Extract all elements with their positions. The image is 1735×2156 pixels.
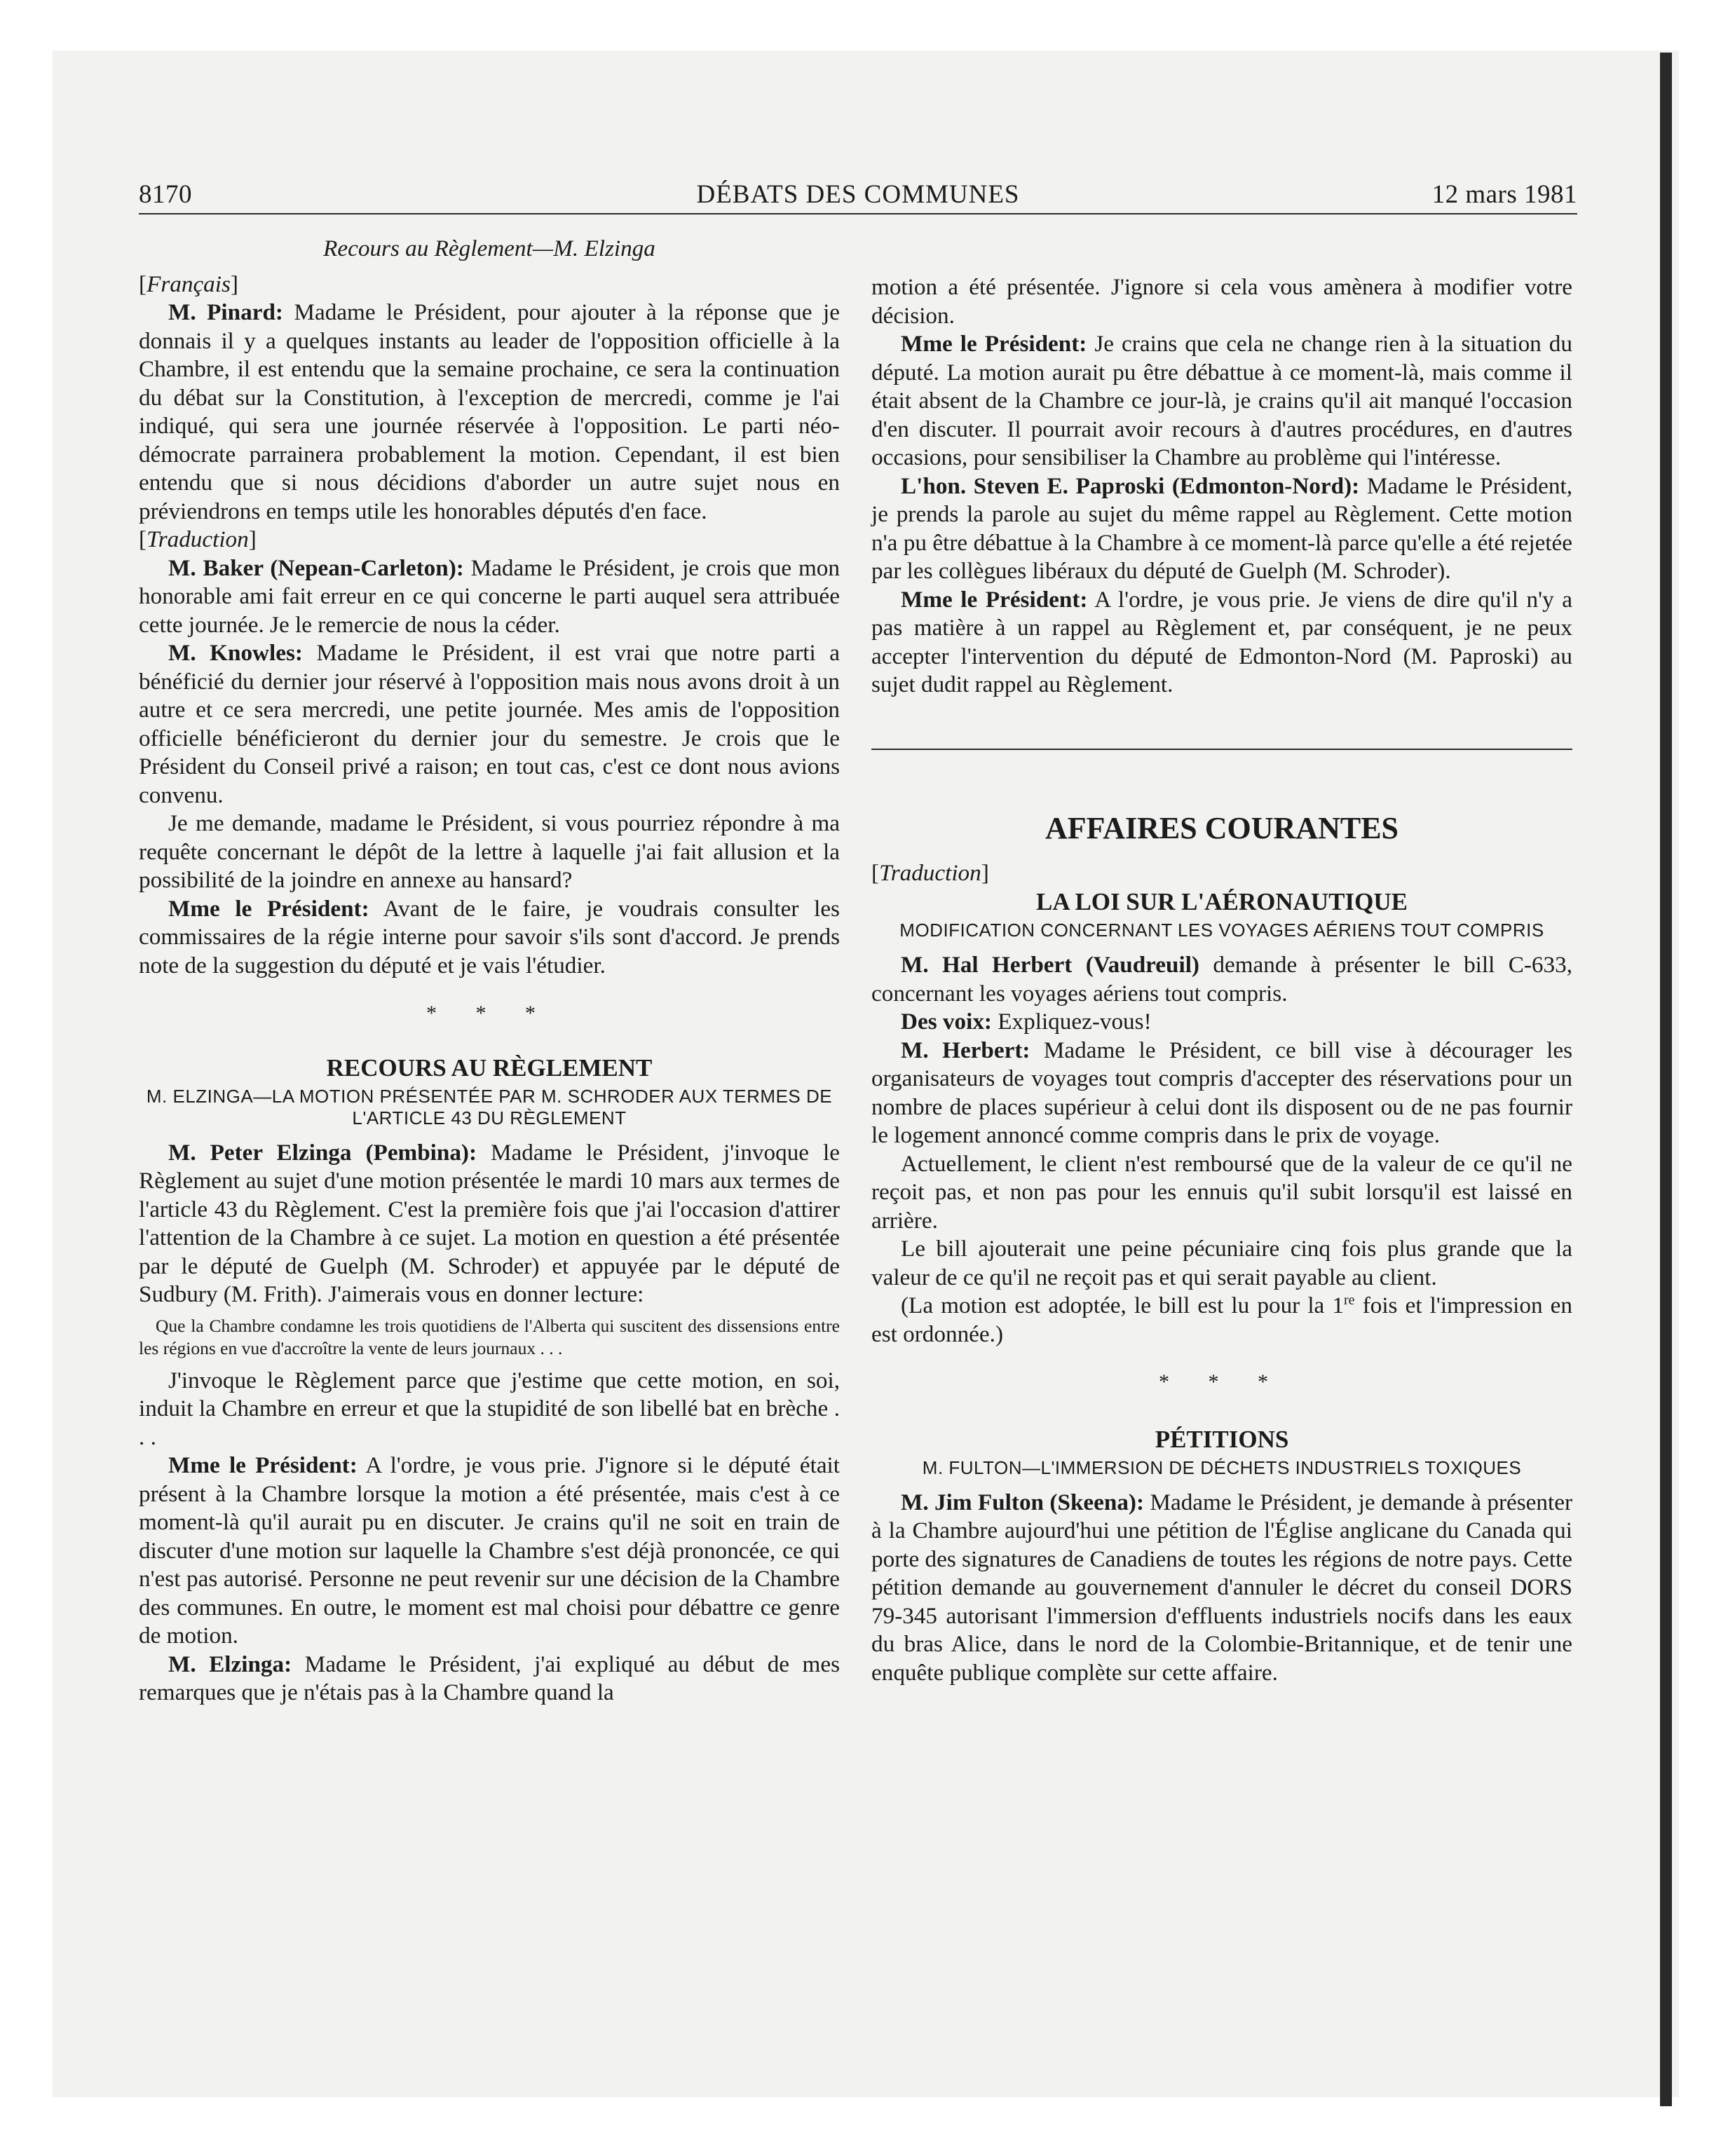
language-marker: [Traduction] [871, 859, 989, 886]
speaker-name: M. Hal Herbert (Vaudreuil) [901, 952, 1199, 978]
section-separator: * * * [426, 1002, 552, 1025]
speech-herbert-continued: Actuellement, le client n'est remboursé que de la valeur de ce qu'il ne reçoit pas, et non pas pour les ennuis qu'il subit lorsqu'il est laissé en arrière. [871, 1150, 1572, 1234]
major-section-heading: AFFAIRES COURANTES [1045, 810, 1399, 845]
speech-elzinga-end: motion a été présentée. J'ignore si cela vous amènera à modifier votre décision. [871, 274, 1572, 329]
speech-speaker: Mme le Président: Je crains que cela ne change rien à la situation du député. La motion aurait pu être débattue à ce moment-là, mais comme il était absent de la Chambre ce jour-là, je crains qu'il ait manqué l'occasion d'en discuter. Il pourrait avoir recours à d'autres procédures, en d'autres occasions, pour sensibiliser la Chambre au problème qui l'intéresse. [871, 331, 1572, 470]
speech-knowles-continued: Je me demande, madame le Président, si vous pourriez répondre à ma requête concernant le dépôt de la lettre à laquelle j'ai fait allusion et la possibilité de la joindre en annexe au hansard? [139, 810, 840, 893]
speaker-name: Mme le Président: [168, 1452, 358, 1478]
subsection-heading: M. FULTON—L'IMMERSION DE DÉCHETS INDUSTRIELS TOXIQUES [922, 1456, 1522, 1478]
speaker-name: M. Pinard: [168, 299, 283, 325]
speech-fulton: M. Jim Fulton (Skeena): Madame le Président, je demande à présenter à la Chambre aujourd'hui une pétition de l'Église anglicane du Canada qui porte des signatures de Canadiens de toutes les régions de notre pays. Cette pétition demande au gouvernement d'annuler le décret du conseil DORS 79-345 autorisant l'immersion d'effluents industriels nocifs dans les eaux du bras Alice, dans le nord de la Colombie-Britannique, et de tenir une enquête publique complète sur cette affaire. [871, 1489, 1572, 1686]
page-number: 8170 [139, 180, 192, 209]
speaker-name: M. Jim Fulton (Skeena): [901, 1489, 1145, 1515]
speaker-name: Mme le Président: [901, 331, 1087, 357]
interjection: Des voix: Expliquez-vous! [901, 1009, 1152, 1035]
speech-speaker: Mme le Président: Avant de le faire, je voudrais consulter les commissaires de la régie interne pour savoir s'ils sont d'accord. Je prends note de la suggestion du député et je vais l'étudier. [139, 895, 840, 978]
section-heading: RECOURS AU RÈGLEMENT [326, 1053, 653, 1082]
speech-paproski: L'hon. Steven E. Paproski (Edmonton-Nord): Madame le Président, je prends la parole au sujet du même rappel au Règlement. Cette motion n'a pu être débattue à la Chambre à ce moment-là parce qu'elle a été rejetée par les collègues libéraux du député de Guelph (M. Schroder). [871, 472, 1572, 584]
running-head: Recours au Règlement—M. Elzinga [323, 236, 655, 261]
header-rule [139, 213, 1577, 214]
page-header [139, 177, 1577, 212]
speech-knowles: M. Knowles: Madame le Président, il est vrai que notre parti a bénéficié du dernier jour réservé à l'opposition mais nous avons droit à un autre et ce sera mercredi, une petite journée. Mes amis de l'opposition officielle bénéficieront du dernier jour du semestre. Je crois que le Président du Conseil privé a raison; en tout cas, c'est ce dont nous avions convenu. [139, 640, 840, 808]
subsection-heading: MODIFICATION CONCERNANT LES VOYAGES AÉRIENS TOUT COMPRIS [899, 920, 1544, 941]
speaker-name: L'hon. Steven E. Paproski (Edmonton-Nord): [901, 472, 1360, 499]
section-separator: * * * [1159, 1370, 1285, 1393]
right-column [871, 273, 1572, 1687]
language-marker: [Traduction] [139, 526, 257, 552]
section-heading: PÉTITIONS [1155, 1425, 1289, 1453]
speaker-name: Mme le Président: [901, 586, 1088, 613]
speech-herbert: M. Hal Herbert (Vaudreuil) demande à présenter le bill C-633, concernant les voyages aériens tout compris. [871, 952, 1572, 1007]
speaker-name: Des voix: [901, 1009, 992, 1035]
speech-herbert-penalty: Le bill ajouterait une peine pécuniaire cinq fois plus grande que la valeur de ce qu'il ne reçoit pas et qui serait payable au client. [871, 1236, 1572, 1290]
speech-herbert-explanation: M. Herbert: Madame le Président, ce bill vise à décourager les organisateurs de voyages tout compris d'accepter des réservations pour un nombre de places supérieur à celui dont ils disposent ou de ne pas fournir le logement annoncé comme compris dans le prix de voyage. [871, 1037, 1572, 1148]
section-divider [871, 749, 1572, 750]
speaker-name: M. Knowles: [168, 640, 303, 666]
motion-result: (La motion est adoptée, le bill est lu pour la 1re fois et l'impression en est ordonnée.) [871, 1292, 1572, 1347]
speaker-name: M. Elzinga: [168, 1651, 292, 1677]
speaker-name: M. Peter Elzinga (Pembina): [168, 1139, 477, 1166]
publication-date: 12 mars 1981 [1431, 180, 1577, 209]
speech-speaker-final: Mme le Président: A l'ordre, je vous prie. Je viens de dire qu'il n'y a pas matière à un rappel au Règlement et, par conséquent, je ne peux accepter l'intervention du député de Edmonton-Nord (M. Paproski) au sujet dudit rappel au Règlement. [871, 586, 1572, 697]
section-heading: LA LOI SUR L'AÉRONAUTIQUE [1036, 888, 1408, 915]
page-edge-shadow [1660, 53, 1672, 2106]
speaker-name: M. Baker (Nepean-Carleton): [168, 554, 464, 581]
speech-speaker-ruling: Mme le Président: A l'ordre, je vous prie. J'ignore si le député était présent à la Chambre lorsque la motion a été présentée, mais c'est à ce moment-là qu'il aurait pu en discuter. Je crains qu'il ne soit en train de discuter d'une motion sur laquelle la Chambre s'est déjà prononcée, ce qui n'est pas autorisé. Personne ne peut revenir sur une décision de la Chambre des communes. En outre, le moment est mal choisi pour débattre ce genre de motion. [139, 1452, 840, 1649]
left-column [139, 235, 840, 1707]
speech-baker: M. Baker (Nepean-Carleton): Madame le Président, je crois que mon honorable ami fait erreur en ce qui concerne le parti auquel sera attribuée cette journée. Je le remercie de nous la céder. [139, 554, 840, 638]
speech-elzinga-continued: J'invoque le Règlement parce que j'estime que cette motion, en soi, induit la Chambre en erreur et que la stupidité de son libellé bat en brèche . . . [139, 1367, 840, 1450]
subsection-heading: M. ELZINGA—LA MOTION PRÉSENTÉE PAR M. SCHRODER AUX TERMES DE L'ARTICLE 43 DU RÈGLEMENT [146, 1085, 833, 1128]
speech-elzinga: M. Peter Elzinga (Pembina): Madame le Président, j'invoque le Règlement au sujet d'une motion présentée le mardi 10 mars aux termes de l'article 43 du Règlement. C'est la première fois que j'ai l'occasion d'attirer l'attention de la Chambre à ce sujet. La motion en question a été présentée par le député de Guelph (M. Schroder) et appuyée par le député de Sudbury (M. Frith). J'aimerais vous en donner lecture: [139, 1139, 840, 1307]
speech-pinard: M. Pinard: Madame le Président, pour ajouter à la réponse que je donnais il y a quelques instants au leader de l'opposition officielle à la Chambre, il est entendu que la semaine prochaine, ce sera la continuation du débat sur la Constitution, à l'exception de mercredi, comme je l'ai indiqué, qui sera une journée réservée à l'opposition. Le parti néo-démocrate parrainera probablement la motion. Cependant, il est bien entendu que si nous décidions d'aborder un autre sujet nous en préviendrons en temps utile les honorables députés d'en face. [139, 299, 840, 524]
language-marker: [Français] [139, 271, 238, 297]
quoted-motion: Que la Chambre condamne les trois quotidiens de l'Alberta qui suscitent des dissensions entre les régions en vue d'accroître la vente de leurs journaux . . . [139, 1315, 840, 1358]
publication-title: DÉBATS DES COMMUNES [696, 180, 1020, 209]
speaker-name: Mme le Président: [168, 895, 369, 922]
speaker-name: M. Herbert: [901, 1037, 1030, 1063]
speech-elzinga-reply: M. Elzinga: Madame le Président, j'ai expliqué au début de mes remarques que je n'étais pas à la Chambre quand la [139, 1651, 841, 1705]
